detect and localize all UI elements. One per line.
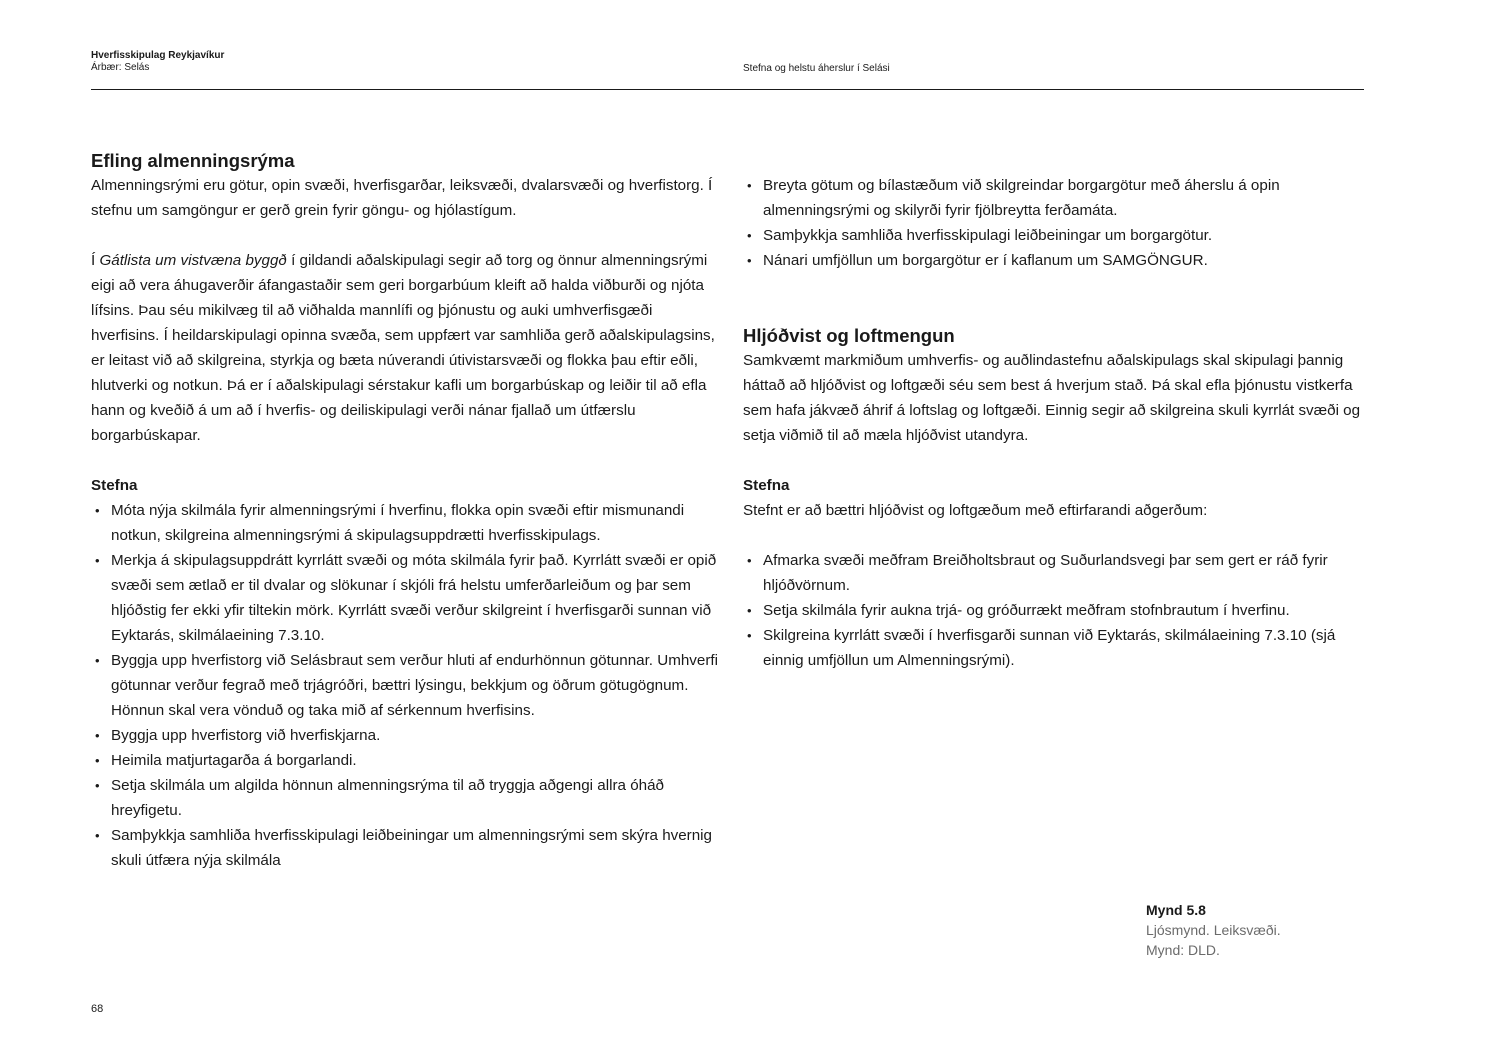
stefna-label: Stefna xyxy=(743,477,790,494)
list-item: • Byggja upp hverfistorg við Selásbraut sem verður hluti af endurhönnun götunnar. Umhverfi götunnar verður fegrað með trjágróðri, bættri lýsingu, bekkjum og öðrum götugögnum. Hönnun skal vera vönduð og taka mið af sérkennum hverfisins. xyxy=(91,648,721,723)
intro-paragraph: Samkvæmt markmiðum umhverfis- og auðlindastefnu aðalskipulags skal skipulagi þannig háttað að hljóðvist og loftgæði séu sem best á hverjum stað. Þá skal efla þjónustu vistkerfa sem hafa jákvæð áhrif á loftslag og loftgæði. Einnig segir að skilgreina skuli kyrrlát svæði og setja viðmið til að mæla hljóðvist utandyra. xyxy=(743,352,1361,444)
noise-policy-list xyxy=(743,548,1373,673)
street-policy-list xyxy=(743,173,1373,273)
left-column xyxy=(91,148,721,873)
list-item: • Heimila matjurtagarða á borgarlandi. xyxy=(91,748,721,773)
header-divider xyxy=(91,89,1364,90)
list-item: • Setja skilmála um algilda hönnun almenningsrýma til að tryggja aðgengi allra óháð hreyfigetu. xyxy=(91,773,721,823)
page-number: 68 xyxy=(91,1003,104,1015)
caption-title: Mynd 5.8 xyxy=(1146,902,1206,918)
policy-list xyxy=(91,498,721,873)
section-title: Stefna og helstu áherslur í Selási xyxy=(743,63,890,74)
stefna-text: Stefnt er að bættri hljóðvist og loftgæðum með eftirfarandi aðgerðum: xyxy=(743,502,1208,519)
right-column xyxy=(743,173,1373,673)
list-item: • Merkja á skipulagsuppdrátt kyrrlátt svæði og móta skilmála fyrir það. Kyrrlátt svæði er opið svæði sem ætlað er til dvalar og slökunar í skjóli frá helstu umferðarleiðum og þar sem hljóðstig fer ekki yfir tiltekin mörk. Kyrrlátt svæði verður skilgreint í hverfisgarði sunnan við Eyktarás, skilmálaeining 7.3.10. xyxy=(91,548,721,648)
list-item: • Samþykkja samhliða hverfisskipulagi leiðbeiningar um borgargötur. xyxy=(743,223,1373,248)
caption-line: Ljósmynd. Leiksvæði. xyxy=(1146,922,1281,938)
list-item: • Samþykkja samhliða hverfisskipulagi leiðbeiningar um almenningsrými sem skýra hvernig skuli útfæra nýja skilmála xyxy=(91,823,721,873)
list-item: • Nánari umfjöllun um borgargötur er í kaflanum um SAMGÖNGUR. xyxy=(743,248,1373,273)
list-item: • Afmarka svæði meðfram Breiðholtsbraut og Suðurlandsvegi þar sem gert er ráð fyrir hljóðvörnum. xyxy=(743,548,1373,598)
caption-credit: Mynd: DLD. xyxy=(1146,942,1220,958)
body-paragraph: Í Gátlista um vistvæna byggð í gildandi aðalskipulagi segir að torg og önnur almenningsrými eigi að vera áhugaverðir áfangastaðir sem geri borgarbúum kleift að halda viðburði og njóta lífsins. Þau séu mikilvæg til að viðhalda mannlífi og þjónustu og auki umhverfisgæði hverfisins. Í heildarskipulagi opinna svæða, sem uppfært var samhliða gerð aðalskipulagsins, er leitast við að skilgreina, styrkja og bæta núverandi útivistarsvæði og flokka þau eftir eðli, hlutverki og notkun. Þá er í aðalskipulagi sérstakur kafli um borgarbúskap og leiðir til að efla hann og kveðið á um að í hverfis- og deiliskipulagi verði nánar fjallað um útfærslu borgarbúskapar. xyxy=(91,252,715,444)
document-reference: Gátlista um vistvæna byggð xyxy=(99,252,287,269)
intro-paragraph: Almenningsrými eru götur, opin svæði, hverfisgarðar, leiksvæði, dvalarsvæði og hverfistorg. Í stefnu um samgöngur er gerð grein fyrir göngu- og hjólastígum. xyxy=(91,177,713,219)
figure-caption xyxy=(1146,900,1281,960)
document-subtitle: Árbær: Selás xyxy=(91,62,150,73)
list-item: • Byggja upp hverfistorg við hverfiskjarna. xyxy=(91,723,721,748)
document-title: Hverfisskipulag Reykjavíkur xyxy=(91,50,225,61)
heading-noise-air: Hljóðvist og loftmengun xyxy=(743,325,955,346)
list-item: • Breyta götum og bílastæðum við skilgreindar borgargötur með áherslu á opin almenningsrými og skilyrði fyrir fjölbreytta ferðamáta. xyxy=(743,173,1373,223)
stefna-label: Stefna xyxy=(91,477,138,494)
list-item: • Móta nýja skilmála fyrir almenningsrými í hverfinu, flokka opin svæði eftir mismunandi notkun, skilgreina almenningsrými á skipulagsuppdrætti hverfisskipulags. xyxy=(91,498,721,548)
running-header xyxy=(91,50,224,74)
list-item: • Skilgreina kyrrlátt svæði í hverfisgarði sunnan við Eyktarás, skilmálaeining 7.3.10 (sjá einnig umfjöllun um Almenningsrými). xyxy=(743,623,1373,673)
heading-public-spaces: Efling almenningsrýma xyxy=(91,150,295,171)
list-item: • Setja skilmála fyrir aukna trjá- og gróðurrækt meðfram stofnbrautum í hverfinu. xyxy=(743,598,1373,623)
